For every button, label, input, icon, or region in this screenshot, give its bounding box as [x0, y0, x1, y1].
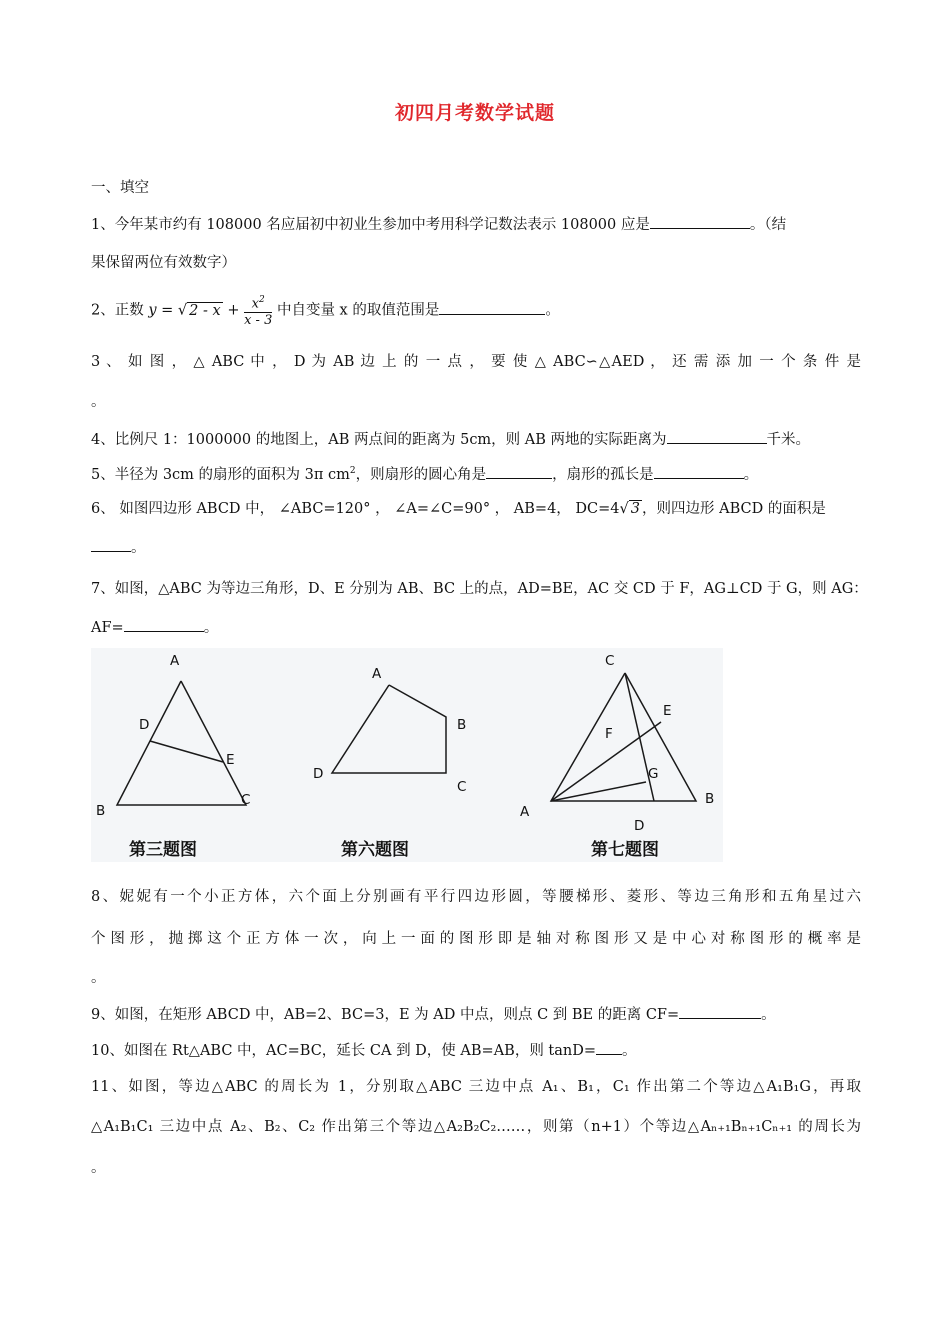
q6-sqrt: √ 3 — [619, 501, 640, 517]
fig7-triangle — [551, 673, 696, 801]
fig7-label-d: D — [634, 818, 645, 834]
question-2 — [91, 292, 861, 329]
fig3-segment-de — [150, 741, 223, 762]
q7-text-end: 。 — [203, 620, 219, 636]
q2-text-2: 中自变量 x 的取值范围是 — [276, 302, 440, 319]
q1-text: 1、今年某市约有 108000 名应届初中初业生参加中考用科学记数法表示 108000 应是 — [91, 217, 650, 233]
question-7-cont — [91, 616, 861, 637]
q9-text: 9、如图，在矩形 ABCD 中，AB=2、BC=3，E 为 AD 中点，则点 C 到 BE 的距离 CF= — [91, 1007, 680, 1023]
q6-text: 6、 如图四边形 ABCD 中， ∠ABC=120° ， ∠A=∠C=90° ， AB=4， DC=4 — [91, 501, 620, 517]
q10-answer-blank[interactable] — [596, 1040, 622, 1055]
fig3-caption: 第三题图 — [129, 840, 197, 860]
fig7-label-f: F — [605, 726, 613, 742]
q6-text-end: 。 — [131, 540, 146, 556]
figure-6 — [313, 666, 466, 860]
q2-answer-blank[interactable] — [439, 300, 545, 315]
q5-angle-blank[interactable] — [486, 464, 552, 479]
figure-3 — [96, 653, 250, 860]
q5-text-3: ，扇形的孤长是 — [552, 467, 654, 483]
q2-exponent: 2 — [259, 295, 265, 305]
q2-text-end: 。 — [545, 302, 560, 319]
fig7-label-c: C — [605, 653, 615, 669]
question-1-cont: 果保留两位有效数字） — [91, 255, 236, 271]
question-3-cont: 。 — [91, 394, 106, 410]
q10-text-end: 。 — [622, 1043, 637, 1059]
question-11: 11、如图，等边△ABC 的周长为 1，分别取△ABC 三边中点 A₁、B₁，C₁ 作出第二个等边△A₁B₁G，再取 — [91, 1079, 861, 1095]
q4-answer-blank[interactable] — [667, 429, 767, 444]
q6-answer-blank[interactable] — [91, 537, 131, 552]
fig7-label-b: B — [705, 791, 715, 807]
q2-radicand: 2 - x — [189, 302, 221, 319]
q5-text: 5、半径为 3cm 的扇形的面积为 3π cm — [91, 467, 350, 483]
fig6-quadrilateral — [332, 685, 446, 773]
question-5 — [91, 463, 861, 484]
q5-text-end: 。 — [743, 467, 759, 483]
q4-text: 4、比例尺 1：1000000 的地图上，AB 两点间的距离为 5cm，则 AB 两地的实际距离为 — [91, 432, 667, 448]
q5-arc-blank[interactable] — [654, 464, 744, 479]
q2-fraction — [244, 292, 272, 329]
fig6-label-d: D — [313, 766, 324, 782]
q7-text-2: AF= — [91, 620, 124, 636]
q2-text: 2、正数 — [91, 302, 144, 319]
fig3-label-c: C — [241, 792, 251, 808]
fig7-label-e: E — [663, 703, 672, 719]
fig3-label-d: D — [139, 717, 150, 733]
question-11-end: 。 — [91, 1160, 106, 1176]
fig3-label-a: A — [170, 653, 180, 669]
figures-panel — [91, 648, 723, 862]
fig3-label-e: E — [226, 752, 235, 768]
q9-text-end: 。 — [761, 1007, 776, 1023]
q5-exponent: 2 — [349, 466, 356, 477]
q1-answer-blank[interactable] — [650, 214, 750, 229]
question-6 — [91, 497, 861, 518]
fig3-label-b: B — [96, 803, 106, 819]
question-8-end: 。 — [91, 970, 106, 986]
fig7-label-a: A — [520, 804, 530, 820]
question-8-cont: 个图形，抛掷这个正方体一次，向上一面的图形即是轴对称图形又是中心对称图形的概率是 — [91, 931, 861, 947]
fig6-label-b: B — [457, 717, 467, 733]
figures-svg — [91, 648, 723, 862]
question-10 — [91, 1039, 861, 1060]
q6-radicand: 3 — [630, 501, 640, 517]
section-heading: 一、填空 — [91, 180, 149, 196]
question-7: 7、如图，△ABC 为等边三角形，D、E 分别为 AB、BC 上的点，AD=BE，AC 交 CD 于 F，AG⊥CD 于 G，则 AG： — [91, 581, 868, 597]
question-4 — [91, 428, 861, 449]
q10-text: 10、如图在 Rt△ABC 中，AC=BC，延长 CA 到 D，使 AB=AB，则 tanD= — [91, 1043, 597, 1059]
q5-text-2: ，则扇形的圆心角是 — [355, 467, 487, 483]
fig3-triangle — [117, 681, 246, 805]
question-1 — [91, 213, 861, 234]
fig6-label-a: A — [372, 666, 382, 682]
q2-denominator: x - 3 — [244, 313, 273, 329]
fig7-caption: 第七题图 — [591, 840, 659, 860]
question-9 — [91, 1003, 861, 1024]
q7-answer-blank[interactable] — [124, 617, 204, 632]
question-3: 3 、 如 图 ， △ ABC 中 ， D 为 AB 边 上 的 一 点 ， 要 使 △ ABC∽△AED ， 还 需 添 加 一 个 条 件 是 — [91, 354, 861, 370]
fig6-caption: 第六题图 — [341, 840, 409, 860]
q2-plus: + — [227, 302, 240, 319]
q2-eq: = — [161, 302, 174, 319]
figure-7 — [520, 653, 714, 860]
q2-sqrt: √ 2 - x — [177, 302, 221, 319]
q1-text-end: 。（结 — [749, 217, 787, 233]
q4-text-end: 千米。 — [766, 432, 811, 448]
q2-numerator: x — [251, 296, 260, 312]
question-8: 8、妮妮有一个小正方体，六个面上分别画有平行四边形圆，等腰梯形、菱形、等边三角形和五角星过六 — [91, 889, 861, 905]
question-11-cont: △A₁B₁C₁ 三边中点 A₂、B₂、C₂ 作出第三个等边△A₂B₂C₂……，则第（n+1）个等边△Aₙ₊₁Bₙ₊₁Cₙ₊₁ 的周长为 — [91, 1119, 861, 1135]
fig7-label-g: G — [648, 766, 659, 782]
fig6-label-c: C — [457, 779, 467, 795]
q2-var-y: y — [148, 302, 157, 319]
page-title: 初四月考数学试题 — [394, 102, 555, 124]
question-6-cont — [91, 536, 861, 557]
q6-text-2: ，则四边形 ABCD 的面积是 — [641, 501, 826, 517]
q9-answer-blank[interactable] — [679, 1004, 761, 1019]
